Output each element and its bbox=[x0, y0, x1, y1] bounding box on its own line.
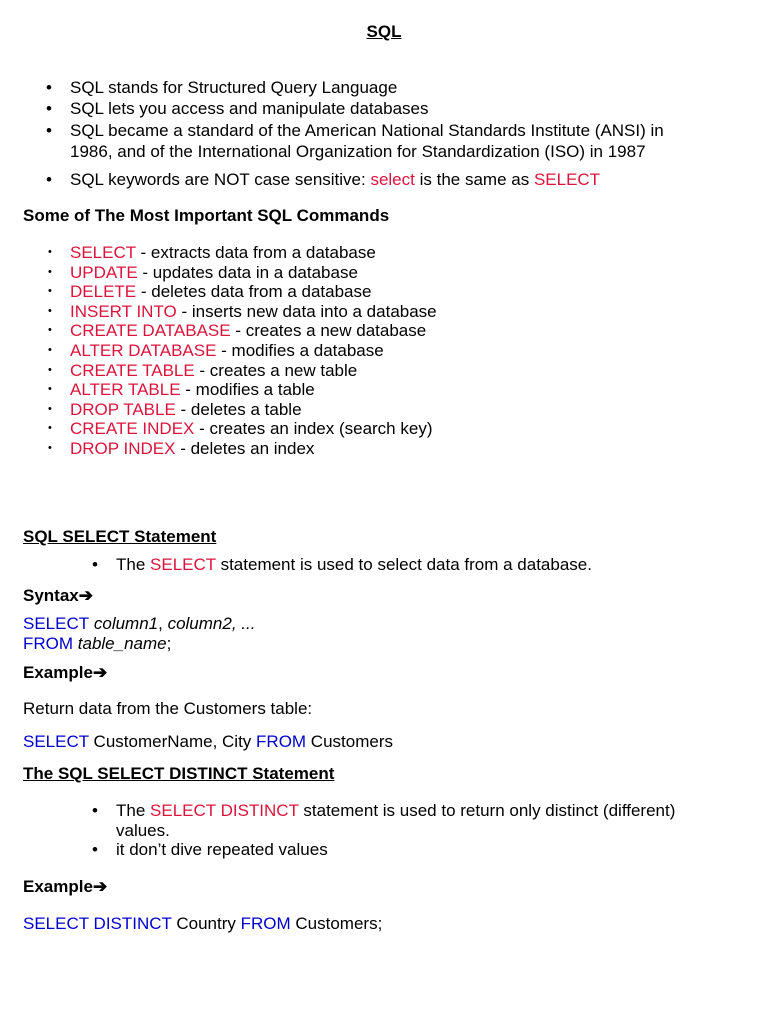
example1-select-kw: SELECT bbox=[23, 732, 89, 751]
command-item bbox=[70, 361, 357, 381]
syntax-column1: column1 bbox=[89, 614, 159, 633]
command-description: - deletes an index bbox=[175, 439, 315, 458]
command-item bbox=[70, 263, 358, 283]
example-label-2 bbox=[23, 877, 107, 897]
command-item bbox=[70, 419, 432, 439]
command-description: - updates data in a database bbox=[137, 263, 358, 282]
command-item bbox=[70, 439, 314, 459]
command-item bbox=[70, 243, 376, 263]
command-item bbox=[70, 380, 315, 400]
example2-from-kw: FROM bbox=[240, 914, 291, 933]
distinct-bullet-1 bbox=[116, 801, 675, 821]
syntax-semicolon: ; bbox=[166, 634, 172, 653]
command-item bbox=[70, 321, 426, 341]
command-keyword: DELETE bbox=[70, 282, 137, 301]
example2-end: Customers; bbox=[290, 914, 383, 933]
command-keyword: DROP INDEX bbox=[70, 439, 176, 458]
arrow-right-icon: ➔ bbox=[92, 877, 108, 896]
syntax-comma: , bbox=[158, 614, 168, 633]
command-keyword: SELECT bbox=[70, 243, 136, 262]
select-bullet-post: statement is used to select data from a database. bbox=[215, 555, 592, 574]
example1-end: Customers bbox=[306, 732, 393, 751]
example-label-2-text: Example bbox=[23, 877, 93, 896]
case-bullet-pre: SQL keywords are NOT case sensitive: bbox=[70, 170, 371, 189]
example2-distinct-kw: SELECT DISTINCT bbox=[23, 914, 172, 933]
command-description: - creates a new table bbox=[194, 361, 358, 380]
command-item bbox=[70, 400, 302, 420]
distinct-b1-kw: SELECT DISTINCT bbox=[150, 801, 299, 820]
arrow-right-icon: ➔ bbox=[78, 586, 93, 605]
example2-mid: Country bbox=[171, 914, 241, 933]
intro-bullet-3 bbox=[70, 121, 664, 141]
command-item bbox=[70, 341, 384, 361]
command-description: - modifies a database bbox=[216, 341, 384, 360]
example-label-1-text: Example bbox=[23, 663, 93, 682]
command-keyword: ALTER DATABASE bbox=[70, 341, 217, 360]
command-keyword: UPDATE bbox=[70, 263, 138, 282]
command-description: - modifies a table bbox=[180, 380, 315, 399]
syntax-label-text: Syntax bbox=[23, 586, 79, 605]
command-description: - creates a new database bbox=[230, 321, 427, 340]
command-item bbox=[70, 302, 437, 322]
command-description: - extracts data from a database bbox=[135, 243, 376, 262]
case-bullet-kw1: select bbox=[370, 170, 415, 189]
example1-mid: CustomerName, City bbox=[88, 732, 257, 751]
syntax-select-kw: SELECT bbox=[23, 614, 90, 633]
syntax-column2: column2, ... bbox=[167, 614, 256, 633]
command-keyword: CREATE INDEX bbox=[70, 419, 195, 438]
command-description: - inserts new data into a database bbox=[176, 302, 437, 321]
distinct-bullet-2: • it don’t dive repeated values bbox=[116, 840, 328, 860]
case-bullet-kw2: SELECT bbox=[533, 170, 601, 189]
command-keyword: INSERT INTO bbox=[70, 302, 177, 321]
select-bullet-pre: The bbox=[116, 555, 151, 574]
command-keyword: DROP TABLE bbox=[70, 400, 176, 419]
select-heading: SQL SELECT Statement bbox=[23, 527, 217, 546]
command-keyword: CREATE TABLE bbox=[70, 361, 195, 380]
commands-heading: Some of The Most Important SQL Commands bbox=[23, 206, 390, 225]
command-keyword: CREATE DATABASE bbox=[70, 321, 231, 340]
select-bullet bbox=[116, 555, 592, 575]
command-description: - deletes a table bbox=[175, 400, 302, 419]
command-keyword: ALTER TABLE bbox=[70, 380, 181, 399]
example-desc: Return data from the Customers table: bbox=[23, 699, 313, 718]
example1-from-kw: FROM bbox=[256, 732, 307, 751]
select-bullet-kw: SELECT bbox=[150, 555, 216, 574]
syntax-table-name: table_name bbox=[73, 634, 167, 653]
example-query-1 bbox=[23, 732, 393, 752]
example-label-1 bbox=[23, 663, 107, 683]
syntax-from-kw: FROM bbox=[23, 634, 74, 653]
intro-bullet-3-line1: SQL became a standard of the American National Standards Institute (ANSI) in bbox=[70, 121, 664, 140]
command-description: - creates an index (search key) bbox=[194, 419, 433, 438]
syntax-line-2 bbox=[23, 634, 171, 654]
distinct-b1-pre: The bbox=[116, 801, 151, 820]
example-query-2 bbox=[23, 914, 382, 934]
intro-bullet-2: • SQL lets you access and manipulate databases bbox=[70, 99, 428, 119]
intro-bullet-3-line2: 1986, and of the International Organization for Standardization (ISO) in 1987 bbox=[70, 142, 646, 161]
case-bullet bbox=[70, 170, 600, 190]
command-description: - deletes data from a database bbox=[136, 282, 372, 301]
distinct-heading: The SQL SELECT DISTINCT Statement bbox=[23, 764, 335, 783]
syntax-label bbox=[23, 586, 93, 606]
distinct-b1-post: statement is used to return only distinct (different) bbox=[298, 801, 676, 820]
case-bullet-mid: is the same as bbox=[414, 170, 534, 189]
command-item bbox=[70, 282, 371, 302]
intro-bullet-1: • SQL stands for Structured Query Language bbox=[70, 78, 397, 98]
page-title: SQL bbox=[366, 22, 402, 41]
distinct-bullet-1-line2: values. bbox=[116, 821, 170, 840]
syntax-line-1 bbox=[23, 614, 255, 634]
arrow-right-icon: ➔ bbox=[92, 663, 108, 682]
